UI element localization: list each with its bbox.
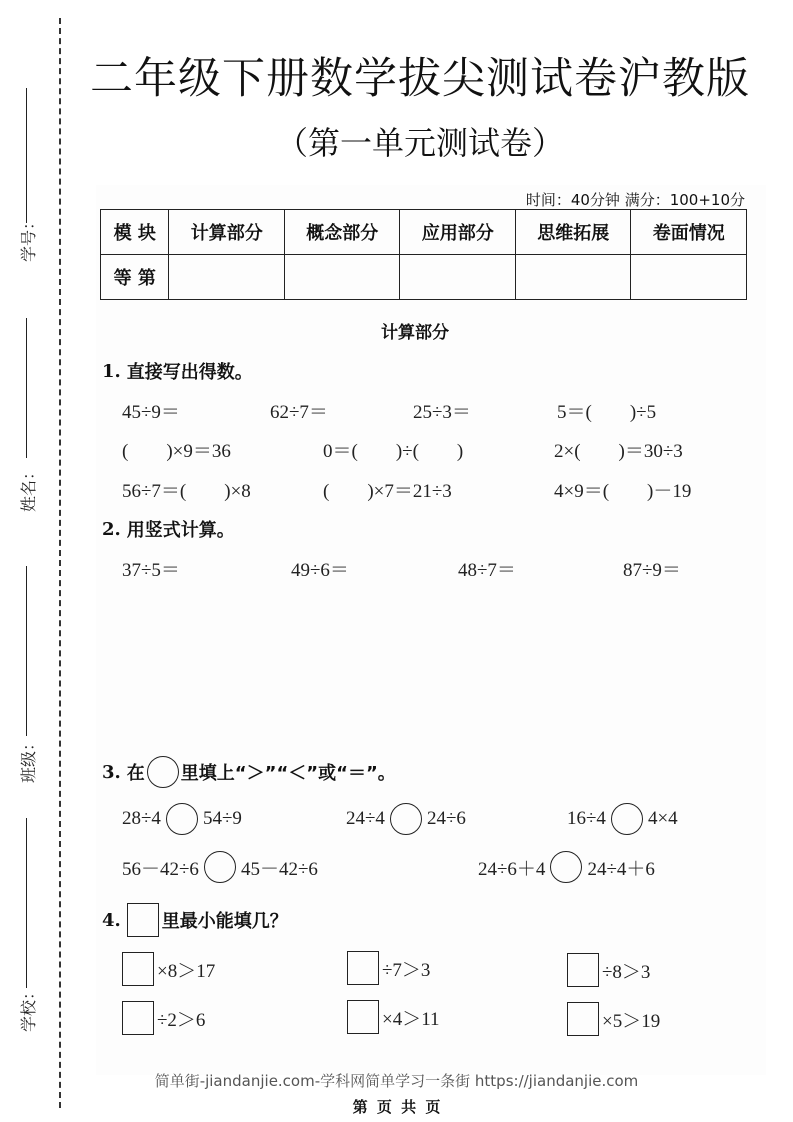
- score-table-header-row: [101, 210, 747, 255]
- q1-item: 62÷7＝: [270, 402, 328, 423]
- q4-item: [567, 953, 650, 987]
- q3-item: [567, 803, 678, 835]
- footer-watermark: 简单街-jiandanjie.com-学科网简单学习一条街 https://jiandanjie.com: [154, 1072, 639, 1090]
- header-application: 应用部分: [400, 210, 516, 255]
- q4-item: [347, 1000, 440, 1034]
- q2-item: 37÷5＝: [122, 560, 180, 581]
- class-label: 班级：: [19, 734, 38, 783]
- row-label-grade: 等 第: [101, 255, 169, 300]
- question-1-title: [102, 358, 253, 384]
- page-subtitle: （第一单元测试卷）: [275, 124, 564, 162]
- q4-item: [567, 1002, 660, 1036]
- q4-item: [122, 1001, 205, 1035]
- q3-item: [478, 851, 655, 883]
- q3-left: 24÷4: [346, 808, 385, 829]
- answer-box-input[interactable]: [122, 1001, 154, 1035]
- header-concept: 概念部分: [284, 210, 400, 255]
- q4-item: [347, 951, 430, 985]
- answer-box-input[interactable]: [122, 952, 154, 986]
- student-id-label: 学号：: [19, 213, 38, 262]
- binding-cut-line: [59, 18, 61, 1108]
- question-3-title: [102, 756, 396, 788]
- q3-item: [346, 803, 466, 835]
- question-1-text: 直接写出得数。: [126, 362, 253, 383]
- q1-item: 2×( )＝30÷3: [554, 441, 683, 462]
- question-2-text: 用竖式计算。: [126, 520, 235, 541]
- question-1-number: 1.: [102, 360, 121, 382]
- question-3-text-after: 里填上“＞”“＜”或“＝”。: [180, 763, 396, 784]
- time-info: 时间：40分钟 满分：100+10分: [525, 191, 745, 209]
- q4-expression: ×4＞11: [382, 1008, 440, 1030]
- grade-cell-application[interactable]: [400, 255, 516, 300]
- header-module: 模 块: [101, 210, 169, 255]
- q1-item: 45÷9＝: [122, 402, 180, 423]
- question-4-number: 4.: [102, 909, 121, 931]
- q2-item: 48÷7＝: [458, 560, 516, 581]
- question-3-number: 3.: [102, 761, 121, 783]
- score-table-grade-row: [101, 255, 747, 300]
- question-3-text-before: 在: [126, 763, 145, 784]
- score-table: [100, 209, 747, 300]
- q2-item: 87÷9＝: [623, 560, 681, 581]
- compare-circle-input[interactable]: [390, 803, 422, 835]
- compare-circle-input[interactable]: [611, 803, 643, 835]
- q4-item: [122, 952, 215, 986]
- name-label: 姓名：: [19, 463, 38, 512]
- q1-item: 56÷7＝( )×8: [122, 481, 251, 502]
- q1-item: 0＝( )÷( ): [323, 441, 464, 462]
- compare-circle-input[interactable]: [204, 851, 236, 883]
- q1-item: ( )×9＝36: [122, 441, 231, 462]
- q4-expression: ÷2＞6: [157, 1009, 206, 1031]
- circle-icon: [147, 756, 179, 788]
- school-label: 学校：: [19, 983, 38, 1032]
- q3-right: 24÷6: [426, 808, 466, 829]
- q4-expression: ÷7＞3: [382, 959, 431, 981]
- school-line[interactable]: [26, 818, 27, 988]
- header-calculation: 计算部分: [169, 210, 285, 255]
- answer-box-input[interactable]: [347, 1000, 379, 1034]
- answer-box-input[interactable]: [567, 1002, 599, 1036]
- q4-expression: ×5＞19: [602, 1010, 661, 1032]
- question-2-number: 2.: [102, 518, 121, 540]
- class-line[interactable]: [26, 566, 27, 736]
- section-title: 计算部分: [381, 323, 449, 343]
- q3-left: 28÷4: [122, 808, 161, 829]
- q1-item: 25÷3＝: [413, 402, 471, 423]
- answer-box-input[interactable]: [347, 951, 379, 985]
- answer-box-input[interactable]: [567, 953, 599, 987]
- q2-item: 49÷6＝: [291, 560, 349, 581]
- q3-right: 45－42÷6: [240, 858, 318, 880]
- question-4-text: 里最小能填几？: [161, 911, 288, 932]
- header-neatness: 卷面情况: [631, 210, 747, 255]
- page-title: 二年级下册数学拔尖测试卷沪教版: [90, 54, 750, 104]
- q3-item: [122, 803, 242, 835]
- q1-item: 5＝( )÷5: [557, 402, 657, 423]
- q3-right: 54÷9: [202, 808, 242, 829]
- q3-item: [122, 851, 318, 883]
- grade-cell-thinking[interactable]: [515, 255, 631, 300]
- q4-expression: ÷8＞3: [602, 961, 651, 983]
- grade-cell-concept[interactable]: [284, 255, 400, 300]
- grade-cell-neatness[interactable]: [631, 255, 747, 300]
- square-box-icon: [127, 903, 159, 937]
- q3-right: 4×4: [647, 808, 678, 829]
- footer-page-number: 第 页 共 页: [352, 1098, 441, 1116]
- q3-left: 24÷6＋4: [478, 858, 546, 880]
- q1-item: 4×9＝( )－19: [554, 481, 692, 502]
- header-thinking: 思维拓展: [515, 210, 631, 255]
- q3-left: 56－42÷6: [122, 858, 199, 880]
- compare-circle-input[interactable]: [550, 851, 582, 883]
- q3-left: 16÷4: [567, 808, 606, 829]
- q1-item: ( )×7＝21÷3: [323, 481, 452, 502]
- q4-expression: ×8＞17: [157, 960, 216, 982]
- question-4-title: [102, 903, 288, 937]
- q3-right: 24÷4＋6: [587, 858, 655, 880]
- compare-circle-input[interactable]: [166, 803, 198, 835]
- grade-cell-calculation[interactable]: [169, 255, 285, 300]
- question-2-title: [102, 516, 235, 542]
